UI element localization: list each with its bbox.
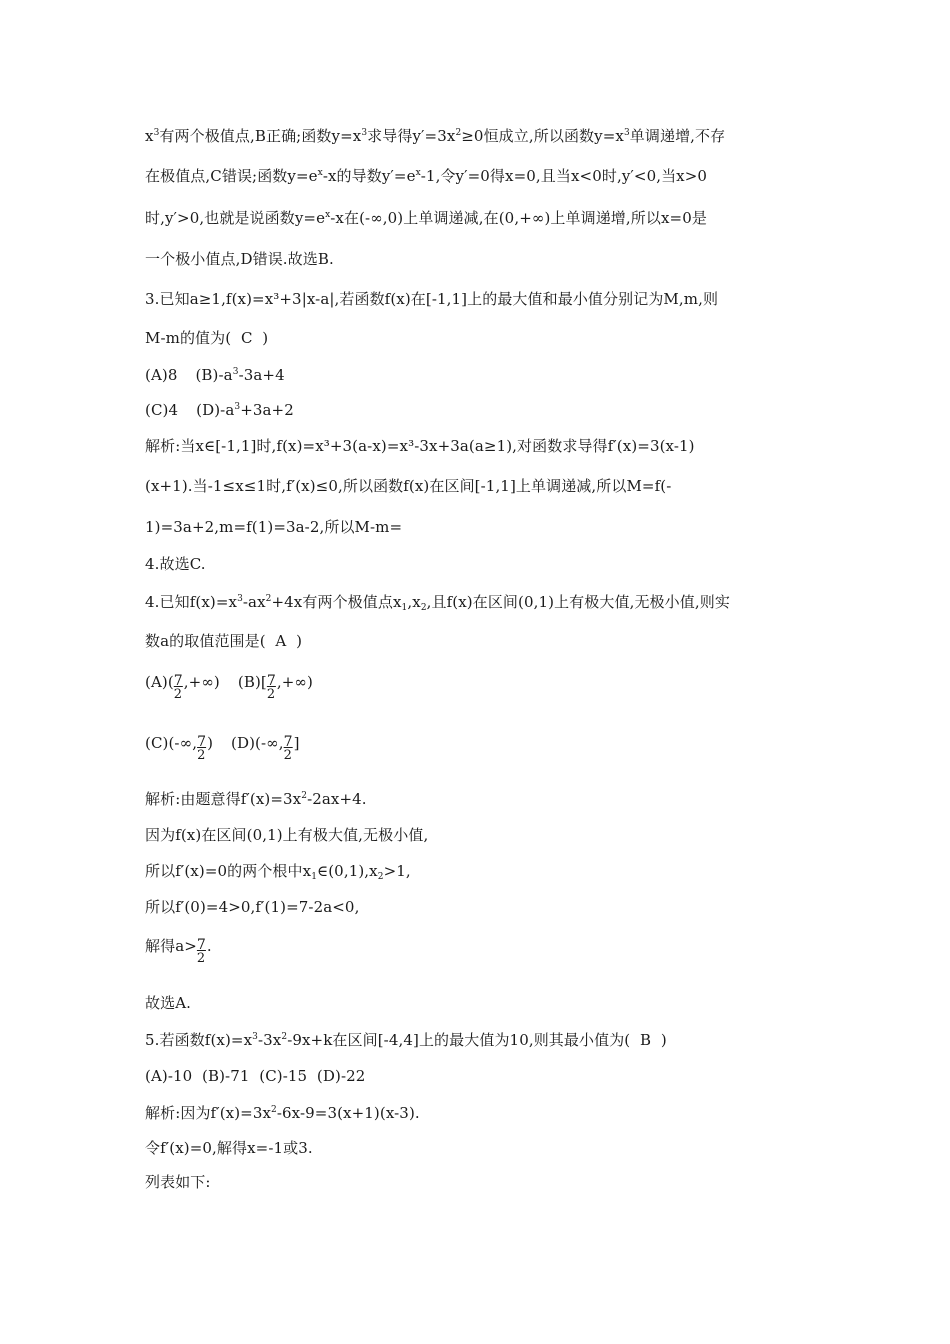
fraction-seven-halves: $\frac{7}{2}$ — [196, 937, 206, 966]
q3-stem-line-2: M-m的值为( C ) — [145, 329, 269, 347]
q4-stem-line-1: 4.已知$f(x)=x^3-ax^2+4x$有两个极值点$x_1,x_2$,且f(x)在区间(0,1)上有极大值,无极小值,则实 — [145, 593, 730, 613]
q2-solution-line-4: 一个极小值点,D错误.故选B. — [145, 250, 334, 268]
q5-solution-line-1: 解析:因为$f'(x)=3x^2-6x-9=3(x+1)(x-3)$. — [145, 1104, 420, 1122]
q3-solution-line-4: 4.故选C. — [145, 555, 206, 573]
q3-options-ab: (A)8 $(B)-a^3-3a+4$ — [145, 366, 285, 384]
q3-solution-line-3: 1)=3a+2,m=f(1)=3a-2,所以M-m= — [145, 518, 403, 536]
q2-solution-line-2: 在极值点,C错误;函数$y=e^x-x$的导数$y'=e^x-1$,令y′=0得x=0,且当x<0时,y′<0,当x>0 — [145, 167, 708, 185]
q4-options-ab: (A)( $\frac{7}{2}$ ,+∞) (B)[ $\frac{7}{2}$ ,+∞) — [145, 673, 313, 702]
q2-solution-line-3: 时,y′>0,也就是说函数$y=e^x-x$在(-∞,0)上单调递减,在(0,+∞)上单调递增,所以x=0是 — [145, 209, 707, 227]
fraction-seven-halves: $\frac{7}{2}$ — [197, 734, 207, 763]
fraction-seven-halves: $\frac{7}{2}$ — [266, 673, 276, 702]
q4-solution-line-1: 解析:由题意得$f'(x)=3x^2-2ax+4$. — [145, 790, 367, 808]
q4-solution-line-5: 解得a> $\frac{7}{2}$ . — [145, 937, 212, 966]
q3-solution-line-2: (x+1).当-1≤x≤1时,f′(x)≤0,所以函数f(x)在区间[-1,1]上单调递减,所以M=f(- — [145, 477, 672, 495]
q4-solution-line-6: 故选A. — [145, 994, 192, 1012]
q3-options-cd: (C)4 $(D)-a^3+3a+2$ — [145, 401, 294, 419]
q2-solution-line-1: $x^3$有两个极值点,B正确;函数$y=x^3$求导得$y'=3x^2\ge 0$恒成立,所以函数$y=x^3$单调递增,不存 — [145, 127, 726, 145]
q3-solution-line-1: 解析:当x∈[-1,1]时,f(x)=x³+3(a-x)=x³-3x+3a(a≥1),对函数求导得f′(x)=3(x-1) — [145, 437, 695, 455]
fraction-seven-halves: $\frac{7}{2}$ — [173, 673, 183, 702]
q3-stem-line-1: 3.已知a≥1,f(x)=x³+3|x-a|,若函数f(x)在[-1,1]上的最大值和最小值分别记为M,m,则 — [145, 290, 719, 308]
q4-solution-line-4: 所以f′(0)=4>0,f′(1)=7-2a<0, — [145, 898, 360, 916]
q4-stem-line-2: 数a的取值范围是( A ) — [145, 632, 303, 650]
q4-solution-line-2: 因为f(x)在区间(0,1)上有极大值,无极小值, — [145, 826, 429, 844]
fraction-seven-halves: $\frac{7}{2}$ — [283, 734, 293, 763]
q5-solution-line-3: 列表如下: — [145, 1173, 211, 1191]
q5-solution-line-2: 令f′(x)=0,解得x=-1或3. — [145, 1139, 313, 1157]
q5-stem-line-1: 5.若函数$f(x)=x^3-3x^2-9x+k$在区间[-4,4]上的最大值为10,则其最小值为( B ) — [145, 1031, 667, 1049]
q5-options: (A)-10 (B)-71 (C)-15 (D)-22 — [145, 1067, 366, 1085]
q4-solution-line-3: 所以f′(x)=0的两个根中$x_1\in(0,1),x_2>1$, — [145, 862, 411, 882]
q4-options-cd: (C)(-∞, $\frac{7}{2}$ ) (D)(-∞, $\frac{7}{2}$ ] — [145, 734, 300, 763]
